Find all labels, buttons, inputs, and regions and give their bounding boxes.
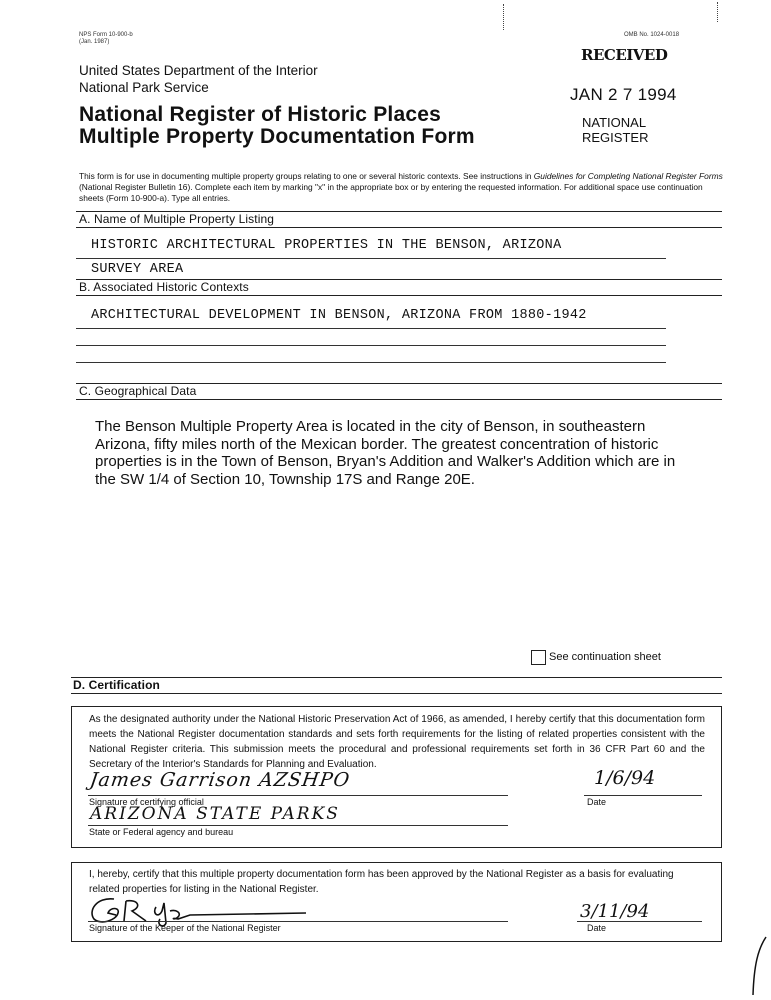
scan-edge-mark-icon [748, 935, 768, 997]
section-c-label: C. Geographical Data [79, 384, 197, 398]
stamp-national: NATIONAL [582, 115, 647, 130]
certification-box [71, 706, 722, 848]
rule-b-line1 [76, 328, 666, 329]
instructions-text-2: (National Register Bulletin 16). Complete each item by marking "x" in the appropriate box or by entering the requested information. For additional space use continuation sheets (Form 10-900-a). Type all entries. [79, 182, 703, 203]
keeper-signature-label: Signature of the Keeper of the National Register [89, 923, 281, 933]
agency-label: State or Federal agency and bureau [89, 827, 234, 837]
form-title-1: National Register of Historic Places [79, 103, 441, 126]
rule-b-line2 [76, 345, 666, 346]
agency-line [88, 825, 508, 826]
rule-d-bottom [71, 693, 722, 694]
certification-statement: As the designated authority under the National Historic Preservation Act of 1966, as amended, I hereby certify that this documentation form meets the National Register documentation standards and sets forth requirements for the listing of related properties consistent with the National Register criteria. This submission meets the procedural and professional requirements set forth in 36 CFR Part 60 and the Secretary of the Interior's Standards for Planning and Evaluation. [89, 714, 705, 770]
received-stamp: RECEIVED [581, 46, 668, 64]
signature-label: Signature of certifying official [89, 797, 204, 807]
rule-b-bottom [76, 295, 722, 296]
continuation-sheet-label: See continuation sheet [549, 651, 661, 663]
section-b-label: B. Associated Historic Contexts [79, 280, 249, 294]
keeper-signature-line [88, 921, 508, 922]
stamp-register: REGISTER [582, 130, 649, 145]
form-title-2: Multiple Property Documentation Form [79, 125, 475, 148]
instructions-text-1: This form is for use in documenting multiple property groups relating to one or several historic contexts. See instructions in [79, 171, 534, 181]
department-name: United States Department of the Interior [79, 63, 318, 78]
date-line [584, 795, 702, 796]
agency-value: ARIZONA STATE PARKS [90, 804, 340, 824]
keeper-date: 3/11/94 [580, 901, 650, 922]
keeper-date-line [577, 921, 702, 922]
rule-d-top [71, 677, 722, 678]
geographical-data-text: The Benson Multiple Property Area is located in the city of Benson, in southeastern Arizona, fifty miles north of the Mexican border. The greatest concentration of historic properties is in the Town of Benson, Bryan's Addition and Walker's Addition which are in the SW 1/4 of Section 10, Township 17S and Range 20E. [95, 418, 676, 488]
service-name: National Park Service [79, 80, 209, 95]
keeper-approval-box [71, 862, 722, 942]
continuation-sheet-checkbox[interactable] [531, 650, 546, 665]
rule-b-line3 [76, 362, 666, 363]
section-d-label: D. Certification [73, 678, 160, 692]
signature-line [88, 795, 508, 796]
date-label: Date [587, 797, 607, 807]
approval-statement: I, hereby, certify that this multiple property documentation form has been approved by the National Register as a basis for evaluating related properties for listing in the National Register. [89, 869, 674, 895]
rule-a-line1 [76, 258, 666, 259]
keeper-date-label: Date [587, 923, 607, 933]
property-listing-line1: HISTORIC ARCHITECTURAL PROPERTIES IN THE BENSON, ARIZONA [91, 238, 562, 253]
form-number: NPS Form 10-900-b [79, 32, 133, 38]
section-a-label: A. Name of Multiple Property Listing [79, 212, 275, 226]
omb-number: OMB No. 1024-0018 [624, 32, 680, 38]
rule-c-bottom [76, 399, 722, 400]
certifying-official-signature: James Garrison AZSHPO [88, 769, 352, 791]
historic-context-line1: ARCHITECTURAL DEVELOPMENT IN BENSON, ARIZONA FROM 1880-1942 [91, 308, 587, 323]
form-date: (Jan. 1987) [79, 39, 110, 45]
received-date: JAN 2 7 1994 [570, 85, 677, 104]
form-instructions [79, 171, 724, 204]
scan-mark-right [717, 2, 720, 22]
certification-date: 1/6/94 [594, 767, 656, 789]
instructions-italic: Guidelines for Completing National Register Forms [533, 171, 723, 181]
property-listing-line2: SURVEY AREA [91, 262, 184, 277]
scan-mark-top [503, 4, 506, 30]
rule-a-bottom [76, 227, 722, 228]
